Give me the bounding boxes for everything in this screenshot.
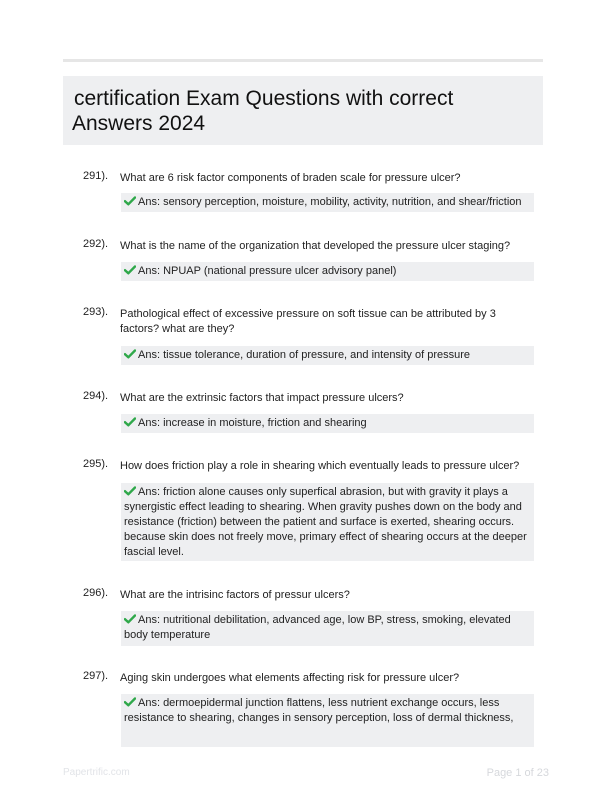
check-icon bbox=[124, 614, 136, 624]
answer-box bbox=[121, 346, 534, 365]
top-divider bbox=[63, 59, 543, 62]
check-icon bbox=[124, 349, 136, 359]
answer-text: Ans: NPUAP (national pressure ulcer advisory panel) bbox=[138, 265, 397, 277]
check-icon bbox=[124, 697, 136, 707]
answer-box bbox=[121, 414, 534, 433]
question-text: What are the extrinsic factors that impact pressure ulcers? bbox=[120, 392, 404, 404]
question-text: What is the name of the organization that developed the pressure ulcer staging? bbox=[120, 240, 511, 252]
answer-text: Ans: nutritional debilitation, advanced age, low BP, stress, smoking, elevated body temperature bbox=[124, 614, 511, 641]
question-number: 292). bbox=[83, 238, 109, 250]
answer-text: Ans: tissue tolerance, duration of pressure, and intensity of pressure bbox=[138, 349, 471, 361]
answer-box bbox=[121, 694, 534, 747]
question-number: 296). bbox=[83, 587, 109, 599]
check-icon bbox=[124, 265, 136, 275]
question-text: What are 6 risk factor components of braden scale for pressure ulcer? bbox=[120, 172, 461, 184]
answer-text: Ans: friction alone causes only superfical abrasion, but with gravity it plays a synergistic effect leading to shearing. When gravity pushes down on the body and resistance (friction) between the patient and surface is exerted, shearing occurs. because skin does not freely move, primary effect of shearing occurs at the deeper fascial level. bbox=[124, 486, 527, 558]
question-text: What are the intrisinc factors of pressur ulcers? bbox=[120, 589, 350, 601]
question-text: Aging skin undergoes what elements affecting risk for pressure ulcer? bbox=[120, 672, 460, 684]
title-banner bbox=[63, 76, 543, 145]
question-text: Pathological effect of excessive pressure on soft tissue can be attributed by 3 factors? what are they? bbox=[120, 308, 496, 335]
answer-box bbox=[121, 262, 534, 281]
answer-box bbox=[121, 483, 534, 561]
question-number: 295). bbox=[83, 458, 109, 470]
check-icon bbox=[124, 486, 136, 496]
question-number: 293). bbox=[83, 306, 109, 318]
check-icon bbox=[124, 417, 136, 427]
title-line-2: Answers 2024 bbox=[72, 112, 206, 135]
page-indicator: Page 1 of 23 bbox=[486, 767, 549, 779]
footer-site: Papertrific.com bbox=[63, 767, 130, 778]
question-text: How does friction play a role in shearing which eventually leads to pressure ulcer? bbox=[120, 460, 520, 472]
answer-box bbox=[121, 193, 534, 212]
check-icon bbox=[124, 196, 136, 206]
question-number: 297). bbox=[83, 670, 109, 682]
answer-text: Ans: dermoepidermal junction flattens, less nutrient exchange occurs, less resistance to shearing, changes in sensory perception, loss of dermal thickness, bbox=[124, 697, 514, 724]
answer-text: Ans: increase in moisture, friction and shearing bbox=[138, 417, 367, 429]
question-number: 291). bbox=[83, 170, 109, 182]
answer-text: Ans: sensory perception, moisture, mobility, activity, nutrition, and shear/friction bbox=[138, 196, 522, 208]
answer-box bbox=[121, 611, 534, 646]
page-title bbox=[72, 86, 533, 136]
title-line-1: certification Exam Questions with correct bbox=[74, 87, 454, 110]
question-number: 294). bbox=[83, 390, 109, 402]
